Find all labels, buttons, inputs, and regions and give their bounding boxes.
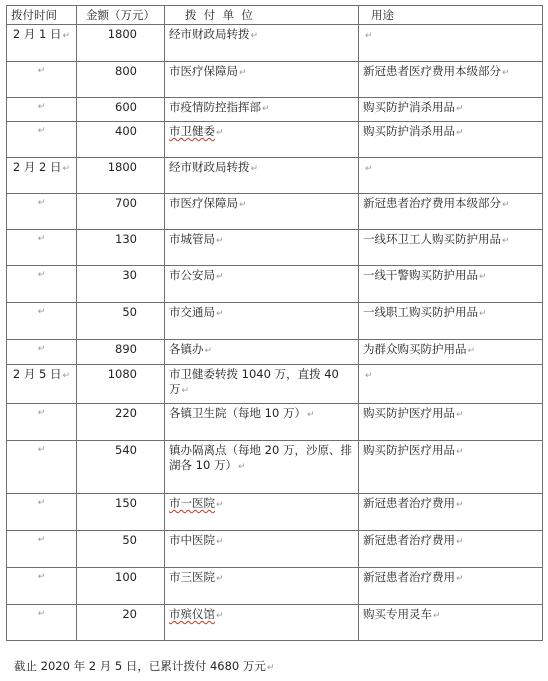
row-unit: 镇办隔离点（每地 20 万，沙原、排湖各 10 万）↵ <box>165 441 359 494</box>
row-amount: 1080 <box>77 365 165 404</box>
row-purpose: 购买防护消杀用品↵ <box>359 122 543 158</box>
table-row <box>7 158 543 194</box>
table-row <box>7 441 543 494</box>
table-row <box>7 494 543 531</box>
row-purpose: 新冠患者医疗费用本级部分↵ <box>359 62 543 98</box>
row-date <box>7 340 77 365</box>
paragraph-mark-icon: ↵ <box>306 410 315 420</box>
row-date <box>7 98 77 122</box>
row-purpose: 新冠患者治疗费用↵ <box>359 531 543 568</box>
paragraph-mark-icon: ↵ <box>479 272 487 282</box>
row-purpose: 新冠患者治疗费用↵ <box>359 568 543 605</box>
paragraph-mark-icon: ↵ <box>204 346 213 356</box>
row-unit: 经市财政局转拨↵ <box>165 158 359 194</box>
row-purpose: 一线环卫工人购买防护用品↵ <box>359 230 543 266</box>
row-amount: 400 <box>77 122 165 158</box>
paragraph-mark-icon: ↵ <box>266 663 275 673</box>
paragraph-mark-icon: ↵ <box>456 537 464 547</box>
paragraph-mark-icon: ↵ <box>37 66 46 76</box>
row-amount: 890 <box>77 340 165 365</box>
table-row <box>7 98 543 122</box>
row-unit: 市城管局↵ <box>165 230 359 266</box>
paragraph-mark-icon: ↵ <box>216 272 224 282</box>
header-purpose: 用途 <box>359 6 543 25</box>
table-row <box>7 25 543 62</box>
row-date <box>7 122 77 158</box>
row-amount: 100 <box>77 568 165 605</box>
paragraph-mark-icon: ↵ <box>37 270 46 280</box>
paragraph-mark-icon: ↵ <box>456 500 464 510</box>
row-date: 2 月 1 日↵ <box>7 25 77 62</box>
table-row <box>7 531 543 568</box>
paragraph-mark-icon: ↵ <box>239 200 247 210</box>
row-date <box>7 266 77 303</box>
header-unit: 拨 付 单 位 <box>165 6 359 25</box>
paragraph-mark-icon: ↵ <box>456 104 464 114</box>
paragraph-mark-icon: ↵ <box>365 164 373 174</box>
paragraph-mark-icon: ↵ <box>37 572 46 582</box>
row-date: 2 月 5 日↵ <box>7 365 77 404</box>
row-amount: 1800 <box>77 158 165 194</box>
paragraph-mark-icon: ↵ <box>37 234 46 244</box>
table-row <box>7 568 543 605</box>
row-amount: 600 <box>77 98 165 122</box>
paragraph-mark-icon: ↵ <box>181 386 190 396</box>
paragraph-mark-icon: ↵ <box>62 371 71 381</box>
row-amount: 20 <box>77 605 165 641</box>
header-time: 拨付时间 <box>7 6 77 25</box>
paragraph-mark-icon: ↵ <box>37 126 46 136</box>
paragraph-mark-icon: ↵ <box>262 104 270 114</box>
paragraph-mark-icon: ↵ <box>216 309 224 319</box>
row-date: 2 月 2 日↵ <box>7 158 77 194</box>
row-date <box>7 194 77 230</box>
row-unit: 市卫健委↵ <box>165 122 359 158</box>
row-purpose: 新冠患者治疗费用↵ <box>359 494 543 531</box>
row-date <box>7 531 77 568</box>
paragraph-mark-icon: ↵ <box>37 102 46 112</box>
paragraph-mark-icon: ↵ <box>250 31 259 41</box>
paragraph-mark-icon: ↵ <box>216 128 224 138</box>
row-amount: 1800 <box>77 25 165 62</box>
paragraph-mark-icon: ↵ <box>365 31 373 41</box>
row-amount: 30 <box>77 266 165 303</box>
paragraph-mark-icon: ↵ <box>37 498 46 508</box>
row-date <box>7 303 77 340</box>
table-row <box>7 365 543 404</box>
row-amount: 700 <box>77 194 165 230</box>
table-row <box>7 194 543 230</box>
table-row <box>7 404 543 441</box>
row-purpose <box>359 25 543 62</box>
paragraph-mark-icon: ↵ <box>433 611 441 621</box>
paragraph-mark-icon: ↵ <box>37 344 46 354</box>
table-row <box>7 605 543 641</box>
row-purpose: 一线职工购买防护用品↵ <box>359 303 543 340</box>
paragraph-mark-icon: ↵ <box>456 128 464 138</box>
paragraph-mark-icon: ↵ <box>456 574 464 584</box>
row-unit: 经市财政局转拨↵ <box>165 25 359 62</box>
row-amount: 130 <box>77 230 165 266</box>
row-purpose: 购买专用灵车↵ <box>359 605 543 641</box>
row-date <box>7 494 77 531</box>
row-purpose: 购买防护医疗用品↵ <box>359 441 543 494</box>
row-unit: 市公安局↵ <box>165 266 359 303</box>
row-unit: 市三医院↵ <box>165 568 359 605</box>
paragraph-mark-icon: ↵ <box>502 200 510 210</box>
table-row <box>7 122 543 158</box>
table-row <box>7 62 543 98</box>
row-amount: 540 <box>77 441 165 494</box>
row-unit: 市卫健委转拨 1040 万，直拨 40 万↵ <box>165 365 359 404</box>
paragraph-mark-icon: ↵ <box>502 68 510 78</box>
row-amount: 50 <box>77 303 165 340</box>
paragraph-mark-icon: ↵ <box>479 309 487 319</box>
row-amount: 220 <box>77 404 165 441</box>
paragraph-mark-icon: ↵ <box>239 68 247 78</box>
row-date <box>7 605 77 641</box>
paragraph-mark-icon: ↵ <box>37 408 46 418</box>
paragraph-mark-icon: ↵ <box>37 307 46 317</box>
row-amount: 800 <box>77 62 165 98</box>
table-row <box>7 230 543 266</box>
paragraph-mark-icon: ↵ <box>502 236 510 246</box>
row-purpose: 新冠患者治疗费用本级部分↵ <box>359 194 543 230</box>
header-amount: 金额（万元） <box>77 6 165 25</box>
paragraph-mark-icon: ↵ <box>365 371 373 381</box>
paragraph-mark-icon: ↵ <box>237 462 246 472</box>
row-purpose: 一线干警购买防护用品↵ <box>359 266 543 303</box>
row-date <box>7 441 77 494</box>
row-purpose: 为群众购买防护用品↵ <box>359 340 543 365</box>
paragraph-mark-icon: ↵ <box>62 164 71 174</box>
row-unit: 市疫情防控指挥部↵ <box>165 98 359 122</box>
table-row <box>7 303 543 340</box>
row-purpose: 购买防护医疗用品↵ <box>359 404 543 441</box>
row-purpose <box>359 158 543 194</box>
row-unit: 各镇办↵ <box>165 340 359 365</box>
row-unit: 市中医院↵ <box>165 531 359 568</box>
row-purpose: 购买防护消杀用品↵ <box>359 98 543 122</box>
paragraph-mark-icon: ↵ <box>37 198 46 208</box>
header-row <box>7 6 543 25</box>
row-unit: 市医疗保障局↵ <box>165 62 359 98</box>
paragraph-mark-icon: ↵ <box>456 410 464 420</box>
paragraph-mark-icon: ↵ <box>467 346 476 356</box>
row-unit: 市一医院↵ <box>165 494 359 531</box>
row-date <box>7 230 77 266</box>
row-unit: 各镇卫生院（每地 10 万）↵ <box>165 404 359 441</box>
paragraph-mark-icon: ↵ <box>216 500 224 510</box>
paragraph-mark-icon: ↵ <box>216 611 224 621</box>
paragraph-mark-icon: ↵ <box>250 164 259 174</box>
paragraph-mark-icon: ↵ <box>216 574 224 584</box>
paragraph-mark-icon: ↵ <box>37 445 46 455</box>
row-unit: 市医疗保障局↵ <box>165 194 359 230</box>
allocation-table <box>6 5 543 641</box>
row-date <box>7 62 77 98</box>
paragraph-mark-icon: ↵ <box>62 31 71 41</box>
row-amount: 50 <box>77 531 165 568</box>
footer-note: 截止 2020 年 2 月 5 日，已累计拨付 4680 万元↵ <box>14 659 275 673</box>
row-amount: 150 <box>77 494 165 531</box>
paragraph-mark-icon: ↵ <box>37 535 46 545</box>
paragraph-mark-icon: ↵ <box>37 609 46 619</box>
row-purpose <box>359 365 543 404</box>
paragraph-mark-icon: ↵ <box>216 537 224 547</box>
paragraph-mark-icon: ↵ <box>216 236 224 246</box>
table-row <box>7 266 543 303</box>
row-date <box>7 404 77 441</box>
row-unit: 市交通局↵ <box>165 303 359 340</box>
paragraph-mark-icon: ↵ <box>456 447 464 457</box>
row-unit: 市殡仪馆↵ <box>165 605 359 641</box>
row-date <box>7 568 77 605</box>
table-row <box>7 340 543 365</box>
